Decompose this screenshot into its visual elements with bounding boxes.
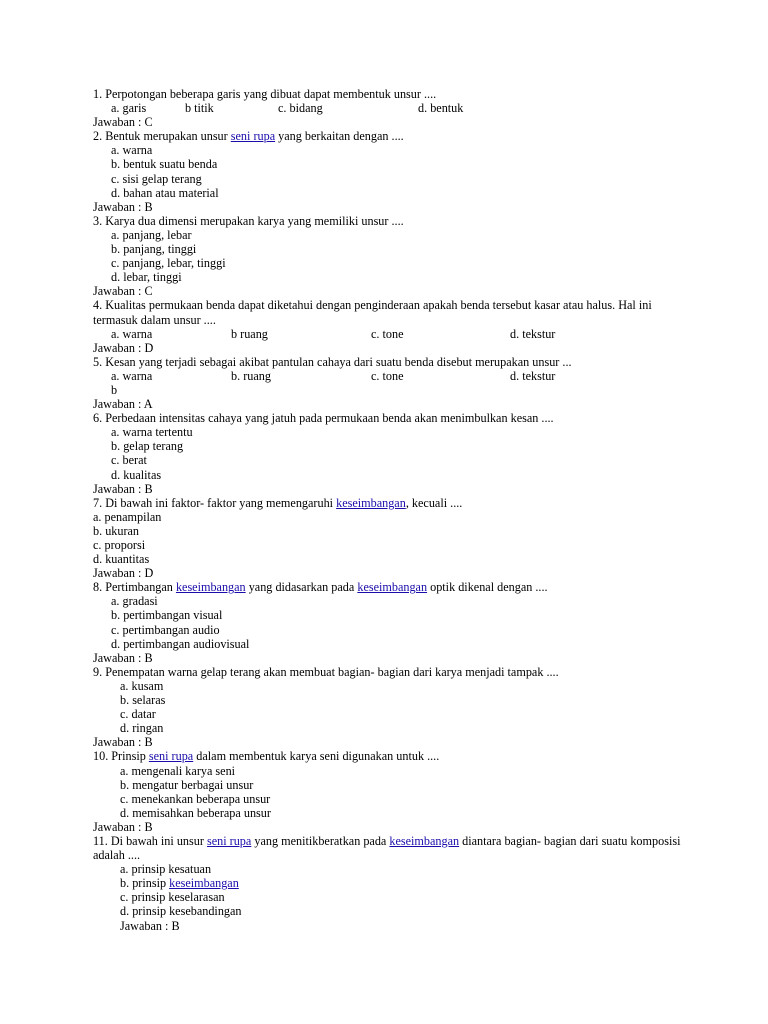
- answer-6: Jawaban : B: [93, 481, 153, 496]
- option: d. pertimbangan audiovisual: [111, 636, 250, 651]
- option: c. datar: [120, 707, 156, 722]
- option: a. warna: [111, 326, 153, 341]
- question-4: 4. Kualitas permukaan benda dapat diketahui dengan penginderaan apakah benda tersebut kasar atau halus. Hal ini termasuk dalam unsur ....: [93, 298, 652, 327]
- option: b. ruang: [231, 368, 271, 383]
- option: a. warna: [111, 143, 153, 158]
- option: a. kusam: [120, 678, 164, 693]
- option: c. sisi gelap terang: [111, 171, 202, 186]
- option: b. gelap terang: [111, 439, 184, 454]
- option: d. memisahkan beberapa unsur: [120, 805, 271, 820]
- option: a. gradasi: [111, 594, 158, 609]
- stray-text: b: [111, 382, 118, 397]
- answer-10: Jawaban : B: [93, 819, 153, 834]
- option: c. pertimbangan audio: [111, 622, 220, 637]
- option: d. bahan atau material: [111, 185, 219, 200]
- option: b. panjang, tinggi: [111, 242, 197, 257]
- answer-2: Jawaban : B: [93, 199, 153, 214]
- question-6: 6. Perbedaan intensitas cahaya yang jatuh pada permukaan benda akan menimbulkan kesan ....: [93, 411, 554, 426]
- option: a. warna: [111, 368, 153, 383]
- answer-11: Jawaban : B: [120, 918, 180, 933]
- link-keseimbangan[interactable]: keseimbangan: [175, 580, 246, 595]
- link-seni-rupa[interactable]: seni rupa: [206, 833, 252, 848]
- answer-8: Jawaban : B: [93, 650, 153, 665]
- option: a. panjang, lebar: [111, 227, 192, 242]
- option: d. lebar, tinggi: [111, 270, 182, 285]
- option: a. mengenali karya seni: [120, 763, 236, 778]
- question-1: 1. Perpotongan beberapa garis yang dibuat dapat membentuk unsur ....: [93, 87, 437, 101]
- link-seni-rupa[interactable]: seni rupa: [148, 749, 194, 764]
- question-11: 11. Di bawah ini unsur seni rupa yang menitikberatkan pada keseimbangan diantara bagian- bagian dari suatu komposisi adalah ....: [93, 833, 681, 863]
- option: a. prinsip kesatuan: [120, 862, 212, 877]
- link-seni-rupa[interactable]: seni rupa: [230, 129, 276, 144]
- option: d. kuantitas: [93, 552, 150, 567]
- answer-5: Jawaban : A: [93, 397, 153, 412]
- option: c. panjang, lebar, tinggi: [111, 256, 226, 271]
- question-10: 10. Prinsip seni rupa dalam membentuk karya seni digunakan untuk ....: [93, 749, 440, 764]
- option: b. prinsip keseimbangan: [120, 876, 239, 891]
- option: d. ringan: [120, 721, 164, 736]
- option: c. berat: [111, 453, 147, 468]
- option: b. pertimbangan visual: [111, 608, 223, 623]
- link-keseimbangan[interactable]: keseimbangan: [357, 580, 428, 595]
- question-2: 2. Bentuk merupakan unsur seni rupa yang berkaitan dengan ....: [93, 129, 404, 144]
- option: b ruang: [231, 326, 268, 341]
- option: b. bentuk suatu benda: [111, 157, 218, 172]
- link-keseimbangan[interactable]: keseimbangan: [336, 495, 406, 510]
- option: d. bentuk: [418, 101, 464, 116]
- option: c. proporsi: [93, 538, 146, 552]
- answer-9: Jawaban : B: [93, 735, 153, 750]
- option: c. tone: [371, 368, 404, 383]
- option: c. prinsip keselarasan: [120, 890, 225, 905]
- option: b. mengatur berbagai unsur: [120, 777, 254, 792]
- link-keseimbangan[interactable]: keseimbangan: [169, 876, 239, 891]
- answer-3: Jawaban : C: [93, 284, 153, 299]
- document-body: [93, 87, 683, 933]
- option: d. prinsip kesebandingan: [120, 904, 242, 919]
- option: a. warna tertentu: [111, 425, 193, 440]
- question-1-options: [93, 101, 683, 115]
- question-9: 9. Penempatan warna gelap terang akan membuat bagian- bagian dari karya menjadi tampak ....: [93, 664, 559, 679]
- option: a. garis: [111, 101, 147, 116]
- option: b. ukuran: [93, 523, 140, 538]
- option: c. tone: [371, 326, 404, 341]
- answer-4: Jawaban : D: [93, 340, 154, 355]
- question-8: 8. Pertimbangan keseimbangan yang didasarkan pada keseimbangan optik dikenal dengan ....: [93, 580, 548, 595]
- question-4-options: [93, 327, 683, 341]
- option: d. tekstur: [510, 326, 556, 341]
- question-5-options: [93, 369, 683, 383]
- option: b titik: [185, 101, 214, 116]
- question-5: 5. Kesan yang terjadi sebagai akibat pantulan cahaya dari suatu benda disebut merupakan unsur ...: [93, 354, 572, 369]
- option: c. menekankan beberapa unsur: [120, 791, 271, 806]
- option: b. selaras: [120, 693, 166, 708]
- option: d. kualitas: [111, 467, 162, 482]
- option: c. bidang: [278, 101, 323, 116]
- question-7: 7. Di bawah ini faktor- faktor yang memengaruhi keseimbangan, kecuali ....: [93, 495, 463, 510]
- option: a. penampilan: [93, 509, 162, 524]
- answer-7: Jawaban : D: [93, 566, 154, 581]
- link-keseimbangan[interactable]: keseimbangan: [389, 833, 460, 848]
- question-3: 3. Karya dua dimensi merupakan karya yang memiliki unsur ....: [93, 213, 404, 228]
- option: d. tekstur: [510, 368, 556, 383]
- answer-1: Jawaban : C: [93, 115, 153, 130]
